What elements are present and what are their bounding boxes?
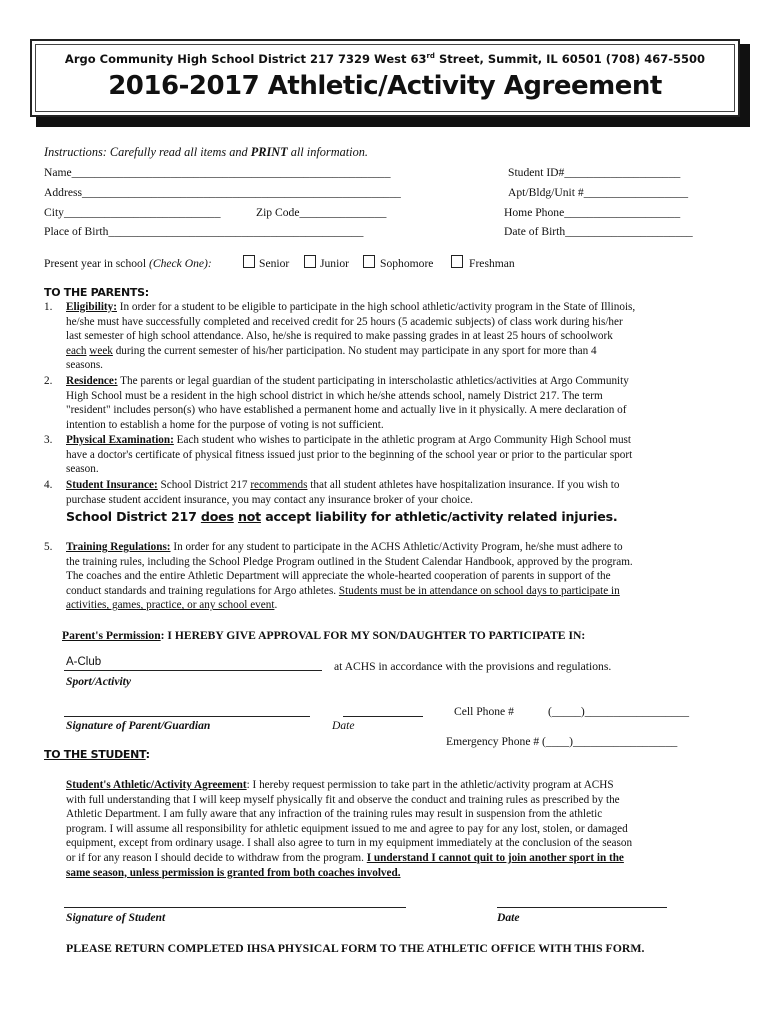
item-eligibility: 1. Eligibility: In order for a student to be eligible to participate in the high school athletic/activity program in the State of Illinois, he/she must have successfully completed and received credit for 25 hours (5 academic subjects) of class work during his/her last semester of high school attendance. Also, he/she is required to make passing grades in at least 25 hours of schoolwork each week during the current semester of his/her participation. No student may participate in any sport for more than 4 seasons. (44, 301, 636, 372)
date-of-birth-field[interactable]: Date of Birth______________________ (504, 225, 693, 238)
parents-heading: TO THE PARENTS: (44, 286, 149, 299)
option-junior: Junior (320, 257, 349, 270)
item-insurance: 4. Student Insurance: School District 217 recommends that all student athletes have hospitalization insurance. If you wish to purchase student accident insurance, you may contact any insurance broker of your choice. (44, 479, 620, 506)
item-physical: 3. Physical Examination: Each student who wishes to participate in the athletic program at Argo Community High School must have a doctor's certificate of physical fitness issued just prior to the beginning of the school year or prior to the particular sport season. (44, 434, 633, 476)
parent-signature-line[interactable] (64, 716, 310, 717)
sport-activity-line (64, 670, 322, 671)
instructions: Instructions: Carefully read all items and PRINT all information. (44, 145, 368, 159)
sport-suffix: at ACHS in accordance with the provisions and regulations. (334, 660, 612, 673)
home-phone-field[interactable]: Home Phone____________________ (504, 206, 681, 219)
item-training: 5. Training Regulations: In order for any student to participate in the ACHS Athletic/Activity Program, he/she must adhere to the training rules, including the School Pledge Program outlined in the Student Calendar Handbook, approved by the program. The coaches and the entire Athletic Department will appreciate the whole-hearted cooperation of parents in support of the conduct standards and training regulations for Argo athletes. Students must be in attendance on school days to participate in activities, games, practice, or any school event. (44, 541, 633, 612)
checkbox-senior[interactable] (243, 255, 255, 268)
item-residence: 2. Residence: The parents or legal guardian of the student participating in interscholastic athletics/activities at Argo Community High School must be a resident in the high school district in which he/she attends school, namely District 217. The term "resident" includes person(s) who have established a permanent home and actually live in it physically. A mere declaration of intention to establish a home for the purpose of voting is not sufficient. (44, 375, 629, 431)
cell-phone-field[interactable]: (_____)__________________ (548, 705, 690, 718)
student-heading: TO THE STUDENT: (44, 748, 150, 761)
student-id-field[interactable]: Student ID#____________________ (508, 166, 681, 179)
sport-activity-label: Sport/Activity (66, 675, 132, 688)
name-field[interactable]: Name_______________________________________________________ (44, 166, 391, 179)
parent-date-label: Date (332, 719, 355, 732)
year-label: Present year in school (Check One): (44, 257, 212, 270)
parent-date-line[interactable] (343, 716, 423, 717)
place-of-birth-field[interactable]: Place of Birth____________________________________________ (44, 225, 364, 238)
student-signature-label: Signature of Student (66, 911, 166, 924)
parent-signature-label: Signature of Parent/Guardian (66, 719, 211, 732)
checkbox-sophomore[interactable] (363, 255, 375, 268)
cell-phone-label: Cell Phone # (454, 705, 514, 718)
student-date-label: Date (497, 911, 520, 924)
student-date-line[interactable] (497, 907, 667, 908)
student-agreement: Student's Athletic/Activity Agreement: I hereby request permission to take part in the athletic/activity program at ACHS with full understanding that I will keep myself physically fit and observe the conduct and training rules as prescribed by the Athletic Department. I am fully aware that any infraction of the training rules may result in suspension from the athletic program. I will assume all responsibility for athletic equipment issued to me and agree to pay for any lost, stolen, or damaged equipment, except from ordinary usage. I shall also agree to turn in my equipment immediately at the conclusion of the season or if for any reason I should decide to withdraw from the program. I understand I cannot quit to join another sport in the same season, unless permission is granted from both coaches involved. (66, 779, 633, 879)
zip-field[interactable]: Zip Code_______________ (256, 206, 387, 219)
permission-heading: Parent's Permission: I HEREBY GIVE APPROVAL FOR MY SON/DAUGHTER TO PARTICIPATE IN: (62, 629, 586, 642)
checkbox-junior[interactable] (304, 255, 316, 268)
checkbox-freshman[interactable] (451, 255, 463, 268)
header-box (30, 39, 740, 117)
emergency-phone-field[interactable]: Emergency Phone # (____)__________________ (446, 735, 678, 748)
city-field[interactable]: City___________________________ (44, 206, 221, 219)
liability-warning: School District 217 does not accept liability for athletic/activity related injuries. (66, 509, 618, 524)
option-senior: Senior (259, 257, 290, 270)
option-sophomore: Sophomore (380, 257, 434, 270)
return-instruction: PLEASE RETURN COMPLETED IHSA PHYSICAL FORM TO THE ATHLETIC OFFICE WITH THIS FORM. (66, 941, 645, 955)
option-freshman: Freshman (469, 257, 515, 270)
apt-field[interactable]: Apt/Bldg/Unit #__________________ (508, 186, 689, 199)
address-field[interactable]: Address_______________________________________________________ (44, 186, 401, 199)
form-title: 2016-2017 Athletic/Activity Agreement (108, 71, 662, 101)
student-signature-line[interactable] (64, 907, 406, 908)
sport-activity-input[interactable]: A-Club (66, 656, 102, 668)
school-address: Argo Community High School District 217 7329 West 63rd Street, Summit, IL 60501 (708) 467-5500 (64, 52, 706, 66)
